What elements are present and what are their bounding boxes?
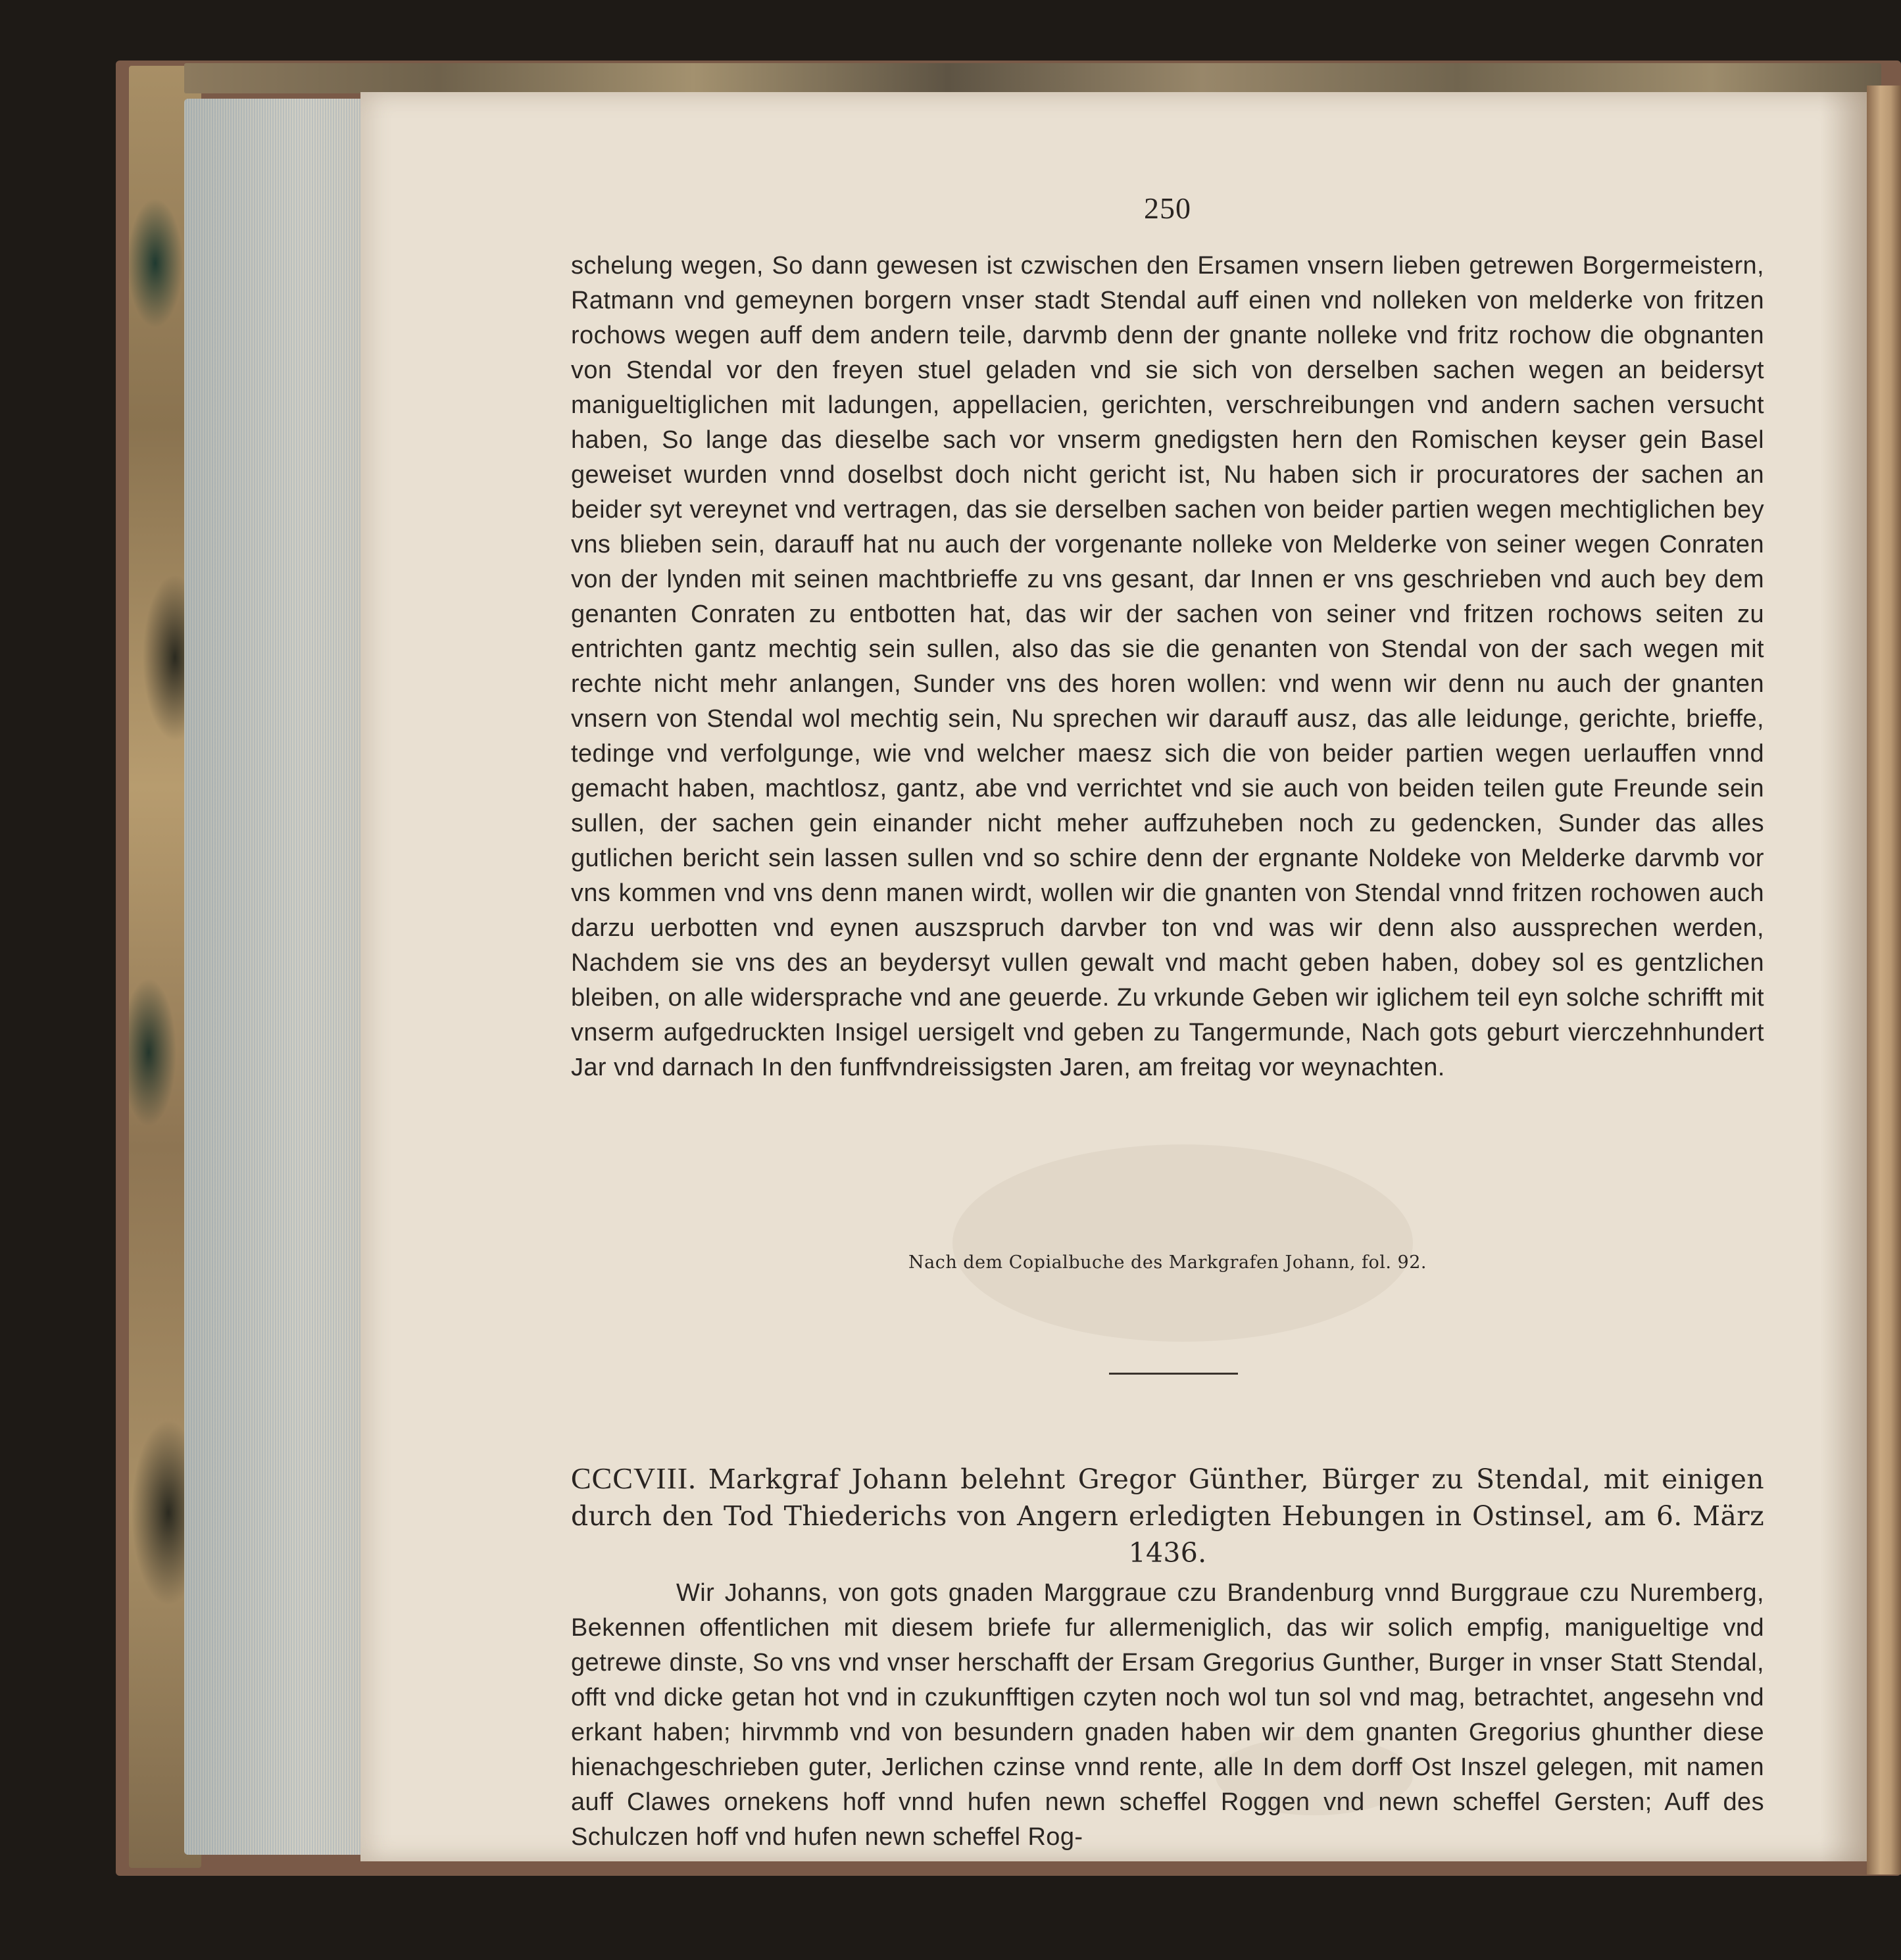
document-body-text: schelung wegen, So dann gewesen ist czwischen den Ersamen vnsern lieben getrewen Borgermeistern, Ratmann vnd gemeynen borgern vnser stadt Stendal auff einen vnd nolleken von melderke von fritzen rochows wegen auff dem andern teile, darvmb denn der gnante nolleke vnd fritz rochow die obgnanten von Stendal vor den freyen stuel geladen vnd sie sich von derselben sachen wegen an beidersyt manigueltiglichen mit ladungen, appellacien, gerichten, verschreibungen vnd andern sachen versucht haben, So lange das dieselbe sach vor vnserm gnedigsten hern den Romischen keyser gein Basel geweiset wurden vnnd doselbst doch nicht gericht ist, Nu haben sich ir procuratores der sachen an beider syt vereynet vnd vertragen, das sie derselben sachen von beider partien wegen mechtiglichen bey vns blieben sein, darauff hat nu auch der vorgenante nolleke von Melderke von seiner wegen Conraten von der lynden mit seinen machtbrieffe zu vns gesant, dar Innen er vns geschrieben vnd auch bey dem genanten Conraten zu entbotten hat, das wir der sachen von seiner vnd fritzen rochows seiten zu entrichten gantz mechtig sein sullen, also das sie die genanten von Stendal von der sach wegen mit rechte nicht mehr anlangen, Sunder vns des horen wollen: vnd wenn wir denn nu auch der gnanten vnsern von Stendal wol mechtig sein, Nu sprechen wir darauff ausz, das alle leidunge, gerichte, brieffe, tedinge vnd verfolgunge, wie vnd welcher maesz sich die von beider partien wegen uerlauffen vnnd gemacht haben, machtlosz, gantz, abe vnd verrichtet vnd sie auch von beiden teilen gute Freunde sein sullen, der sachen gein einander nicht meher auffzuheben noch zu gedencken, Sunder das alles gutlichen bericht sein lassen sullen vnd so schire denn der ergnante Noldeke von Melderke darvmb vor vns kommen vnd vns denn manen wirdt, wollen wir die gnanten von Stendal vnnd fritzen rochowen auch darzu uerbotten vnd eynen auszspruch darvber ton vnd was wir denn also aussprechen werden, Nachdem sie vns des an beydersyt vullen gewalt vnd macht geben haben, dobey sol es gentzlichen bleiben, on alle widersprache vnd ane geuerde. Zu vrkunde Geben wir iglichem teil eyn solche schrifft mit vnserm aufgedruckten Insigel uersigelt vnd geben zu Tangermunde, Nach gots geburt vierczehnhundert Jar vnd darnach In den funffvndreissigsten Jaren, am freitag vor weynachten.	[571, 252, 1764, 1081]
marbled-board-top	[184, 63, 1881, 93]
page-number: 250	[1144, 191, 1191, 225]
section-divider	[1109, 1373, 1238, 1375]
source-citation: Nach dem Copialbuche des Markgrafen Johann, fol. 92.	[908, 1252, 1427, 1273]
book-page	[360, 92, 1867, 1861]
page-gutter-shadow	[1821, 92, 1867, 1861]
charter-body-text: Wir Johanns, von gots gnaden Marggraue czu Brandenburg vnnd Burggraue czu Nuremberg, Bekennen offentlichen mit diesem briefe fur allermeniglich, das wir solich empfig, manigueltige vnd getrewe dinste, So vns vnd vnser herschafft der Ersam Gregorius Gunther, Burger in vnser Statt Stendal, offt vnd dicke getan hot vnd in czukunfftigen czyten noch wol tun sol vnd mag, betrachtet, angesehn vnd erkant haben; hirvmmb vnd von besundern gnaden haben wir dem gnanten Gregorius ghunther diese hienachgeschrieben guter, Jerlichen czinse vnnd rente, alle In dem dorff Ost Inszel gelegen, mit namen auff Clawes ornekens hoff vnnd hufen newn scheffel Roggen vnd newn scheffel Gersten; Auff des Schulczen hoff vnd hufen newn scheffel Rog-	[571, 1579, 1764, 1851]
section-title: Markgraf Johann belehnt Gregor Günther, Bürger zu Stendal, mit einigen durch den Tod Thiederichs von Angern erledigten Hebungen in Ostinsel, am 6. März 1436.	[571, 1463, 1764, 1569]
section-heading	[571, 1460, 1764, 1571]
section-numeral: CCCVIII.	[571, 1461, 697, 1495]
page-block-shade	[184, 99, 382, 1855]
facing-page-edge	[1867, 86, 1901, 1874]
paper-stain	[952, 1144, 1413, 1342]
